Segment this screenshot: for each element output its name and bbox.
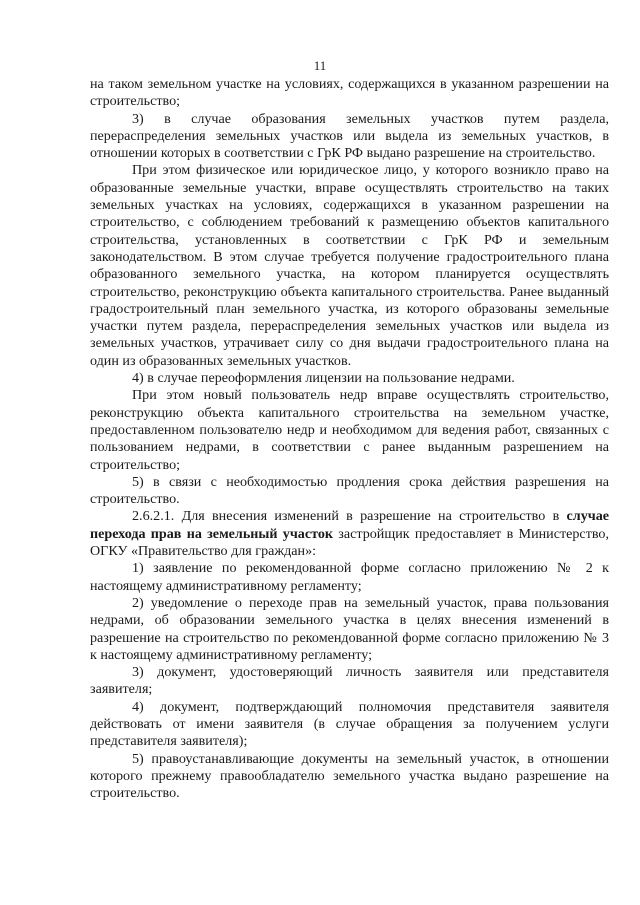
document-body (90, 76, 609, 802)
paragraph-continuation: на таком земельном участке на условиях, содержащихся в указанном разрешении на строительство; (90, 76, 609, 110)
list-item-5: 5) правоустанавливающие документы на земельный участок, в отношении которого прежнему правообладателю земельного участка выдано разрешение на строительство. (90, 750, 609, 802)
list-item-1: 1) заявление по рекомендованной форме согласно приложению № 2 к настоящему административному регламенту; (90, 560, 609, 594)
list-item-4: 4) документ, подтверждающий полномочия представителя заявителя действовать от имени заявителя (в случае обращения за получением услуги представителя заявителя); (90, 698, 609, 750)
list-item-2: 2) уведомление о переходе прав на земельный участок, права пользования недрами, об образовании земельного участка в целях внесения изменений в разрешение на строительство по рекомендованной форме согласно приложению № 3 к настоящему административному регламенту; (90, 594, 609, 663)
section-bold-phrase: случае перехода прав на земельный участок (90, 508, 609, 542)
paragraph-item-4: 4) в случае переоформления лицензии на пользование недрами. (132, 370, 515, 387)
page-number: 11 (313, 58, 327, 73)
paragraph-item-5: 5) в связи с необходимостью продления срока действия разрешения на строительство. (90, 473, 609, 508)
paragraph-subsoil-note: При этом новый пользователь недр вправе осуществлять строительство, реконструкцию объекта капитального строительства на земельном участке, предоставленном пользователю недр и необходимом для ведения работ, связанных с пользованием недрами, в соответствии с ранее выданным разрешением на строительство; (90, 387, 609, 473)
paragraph-section-2-6-2-1 (90, 508, 609, 560)
list-item-3: 3) документ, удостоверяющий личность заявителя или представителя заявителя; (90, 664, 609, 698)
paragraph-item-3: 3) в случае образования земельных участков путем раздела, перераспределения земельных участков или выдела из земельных участков, в отношении которых в соответствии с ГрК РФ выдано разрешение на строительство. (90, 110, 609, 162)
section-text-before: 2.6.2.1. Для внесения изменений в разрешение на строительство в (132, 508, 567, 525)
paragraph-rights-note: При этом физическое или юридическое лицо, у которого возникло право на образованные земельные участки, вправе осуществлять строительство на таких земельных участках на условиях, содержащихся в указанном разрешении на строительство, с соблюдением требований к размещению объектов капитального строительства, установленных в соответствии с ГрК РФ и земельным законодательством. В этом случае требуется получение градостроительного плана образованного земельного участка, на котором планируется осуществлять строительство, реконструкцию объекта капитального строительства. Ранее выданный градостроительный план земельного участка, из которого образованы земельные участки путем раздела, перераспределения земельных участков или выдела из земельных участков, утрачивает силу со дня выдачи градостроительного плана на один из образованных земельных участков. (90, 162, 609, 369)
section-text-after: застройщик предоставляет в Министерство, ОГКУ «Правительство для граждан»: (90, 525, 609, 560)
